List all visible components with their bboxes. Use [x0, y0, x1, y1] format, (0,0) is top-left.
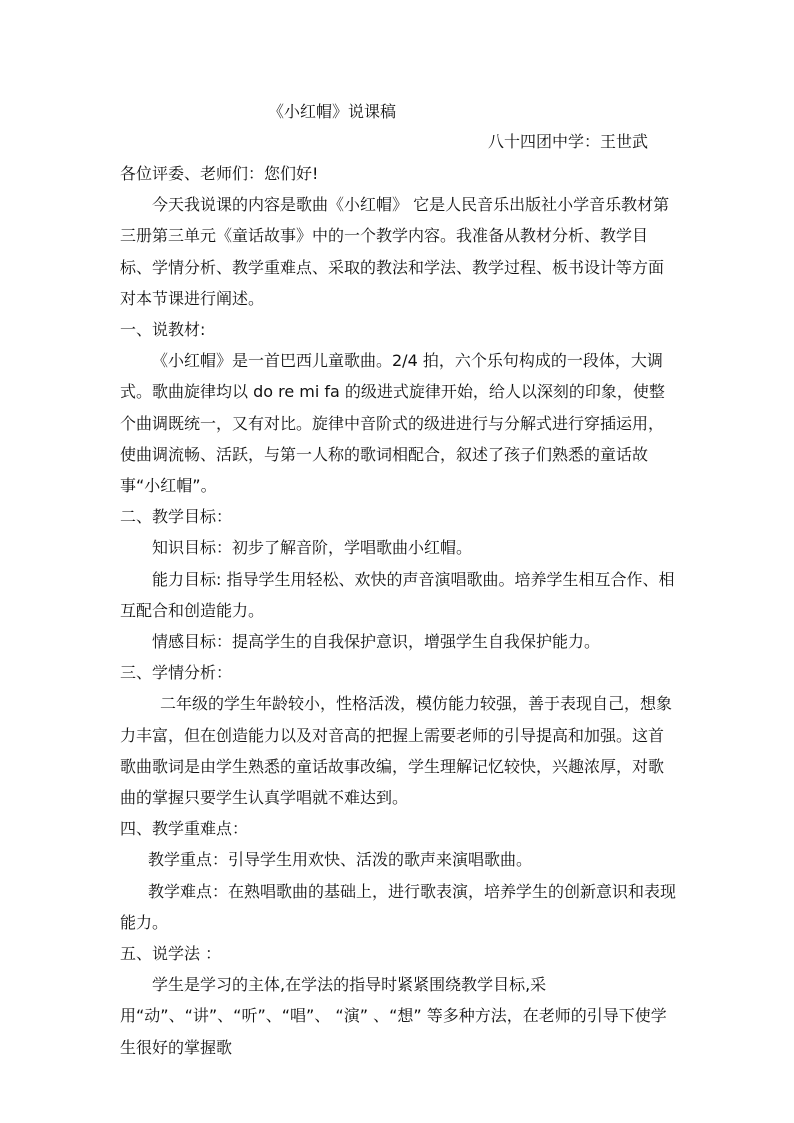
section-heading-learning-methods: 五、说学法 ： — [120, 944, 222, 964]
document-body — [120, 158, 678, 1063]
section-heading-objectives: 二、教学目标： — [120, 507, 233, 527]
paragraph-difficult-point: 教学难点：在熟唱歌曲的基础上，进行歌表演，培养学生的创新意识和表现能力。 — [120, 881, 677, 932]
paragraph-emotion-objective: 情感目标：提高学生的自我保护意识，增强学生自我保护能力。 — [152, 632, 601, 652]
section-heading-key-points: 四、教学重难点： — [120, 819, 249, 839]
paragraph-knowledge-objective: 知识目标：初步了解音阶，学唱歌曲小红帽。 — [152, 538, 473, 558]
paragraph-learning-methods: 学生是学习的主体,在学法的指导时紧紧围绕教学目标,采用“动”、“讲”、“听”、“唱”、 “演” 、“想” 等多种方法，在老师的引导下使学生很好的掌握歌 — [120, 975, 667, 1057]
paragraph-key-point: 教学重点：引导学生用欢快、活泼的歌声来演唱歌曲。 — [148, 850, 533, 870]
greeting: 各位评委、老师们：您们好! — [120, 164, 319, 183]
paragraph-textbook: 《小红帽》是一首巴西儿童歌曲。2/4 拍，六个乐句构成的一段体，大调式。歌曲旋律均以 do re mi fa 的级进式旋律开始，给人以深刻的印象，使整个曲调既统一，又有对比。旋律中音阶式的级进进行与分解式进行穿插运用，使曲调流畅、活跃，与第一人称的歌词相配合，叙述了孩子们熟悉的童话故事“小红帽”。 — [120, 351, 665, 496]
paragraph-ability-objective: 能力目标: 指导学生用轻松、欢快的声音演唱歌曲。培养学生相互合作、相互配合和创造能力。 — [120, 569, 675, 620]
document-title: 《小红帽》说课稿 — [268, 102, 397, 121]
paragraph-learner-analysis: 二年级的学生年龄较小，性格活泼，模仿能力较强，善于表现自己，想象力丰富，但在创造能力以及对音高的把握上需要老师的引导提高和加强。这首歌曲歌词是由学生熟悉的童话故事改编，学生理解记忆较快，兴趣浓厚，对歌曲的掌握只要学生认真学唱就不难达到。 — [120, 694, 673, 808]
intro-paragraph: 今天我说课的内容是歌曲《小红帽》 它是人民音乐出版社小学音乐教材第三册第三单元《童话故事》中的一个教学内容。我准备从教材分析、教学目标、学情分析、教学重难点、采取的教法和学法、教学过程、板书设计等方面对本节课进行阐述。 — [120, 195, 670, 308]
document-author: 八十四团中学：王世武 — [488, 132, 649, 151]
section-heading-textbook: 一、说教材: — [120, 320, 206, 340]
section-heading-learner-analysis: 三、学情分析： — [120, 663, 233, 683]
